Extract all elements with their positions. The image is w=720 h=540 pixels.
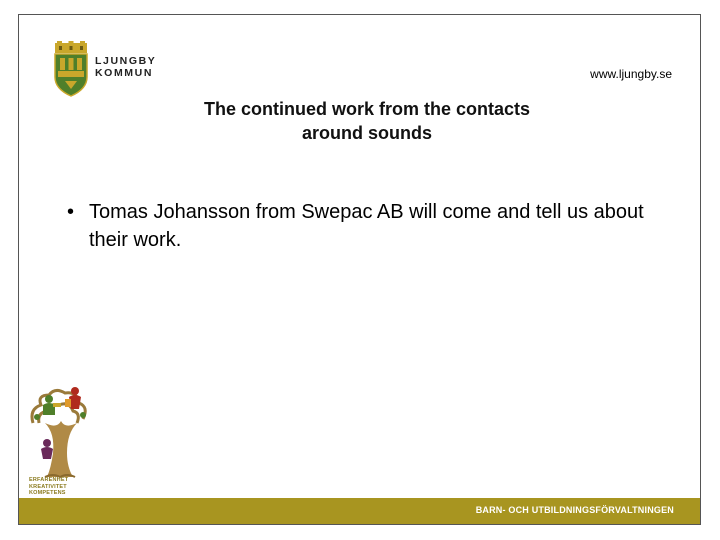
footer-bar	[19, 498, 700, 524]
slide-title	[19, 97, 715, 145]
tree-caption	[29, 477, 68, 497]
footer-department-name: BARN- OCH UTBILDNINGSFÖRVALTNINGEN	[475, 505, 674, 515]
tree-caption-line-1: ERFARENHET	[29, 477, 69, 483]
slide	[18, 14, 701, 525]
logo-line-1: LJUNGBY	[95, 55, 157, 67]
logo	[51, 41, 211, 97]
bullet-mark: •	[67, 201, 75, 223]
slide-title-line-1: The continued work from the contacts	[203, 99, 531, 119]
bullet-text: Tomas Johansson from Swepac AB will come and tell us about their work.	[89, 201, 644, 251]
website-url[interactable]: www.ljungby.se	[590, 67, 672, 81]
slide-title-line-2: around sounds	[302, 123, 432, 143]
logo-wordmark	[95, 55, 156, 79]
tree-caption-line-2: KREATIVITET	[29, 483, 67, 490]
bullet-item	[67, 198, 687, 254]
ljungby-coat-of-arms-icon	[51, 41, 91, 97]
tree-caption-line-3: KOMPETENS	[29, 490, 66, 496]
logo-line-2: KOMMUN	[95, 67, 154, 79]
bullet-list	[67, 198, 687, 254]
